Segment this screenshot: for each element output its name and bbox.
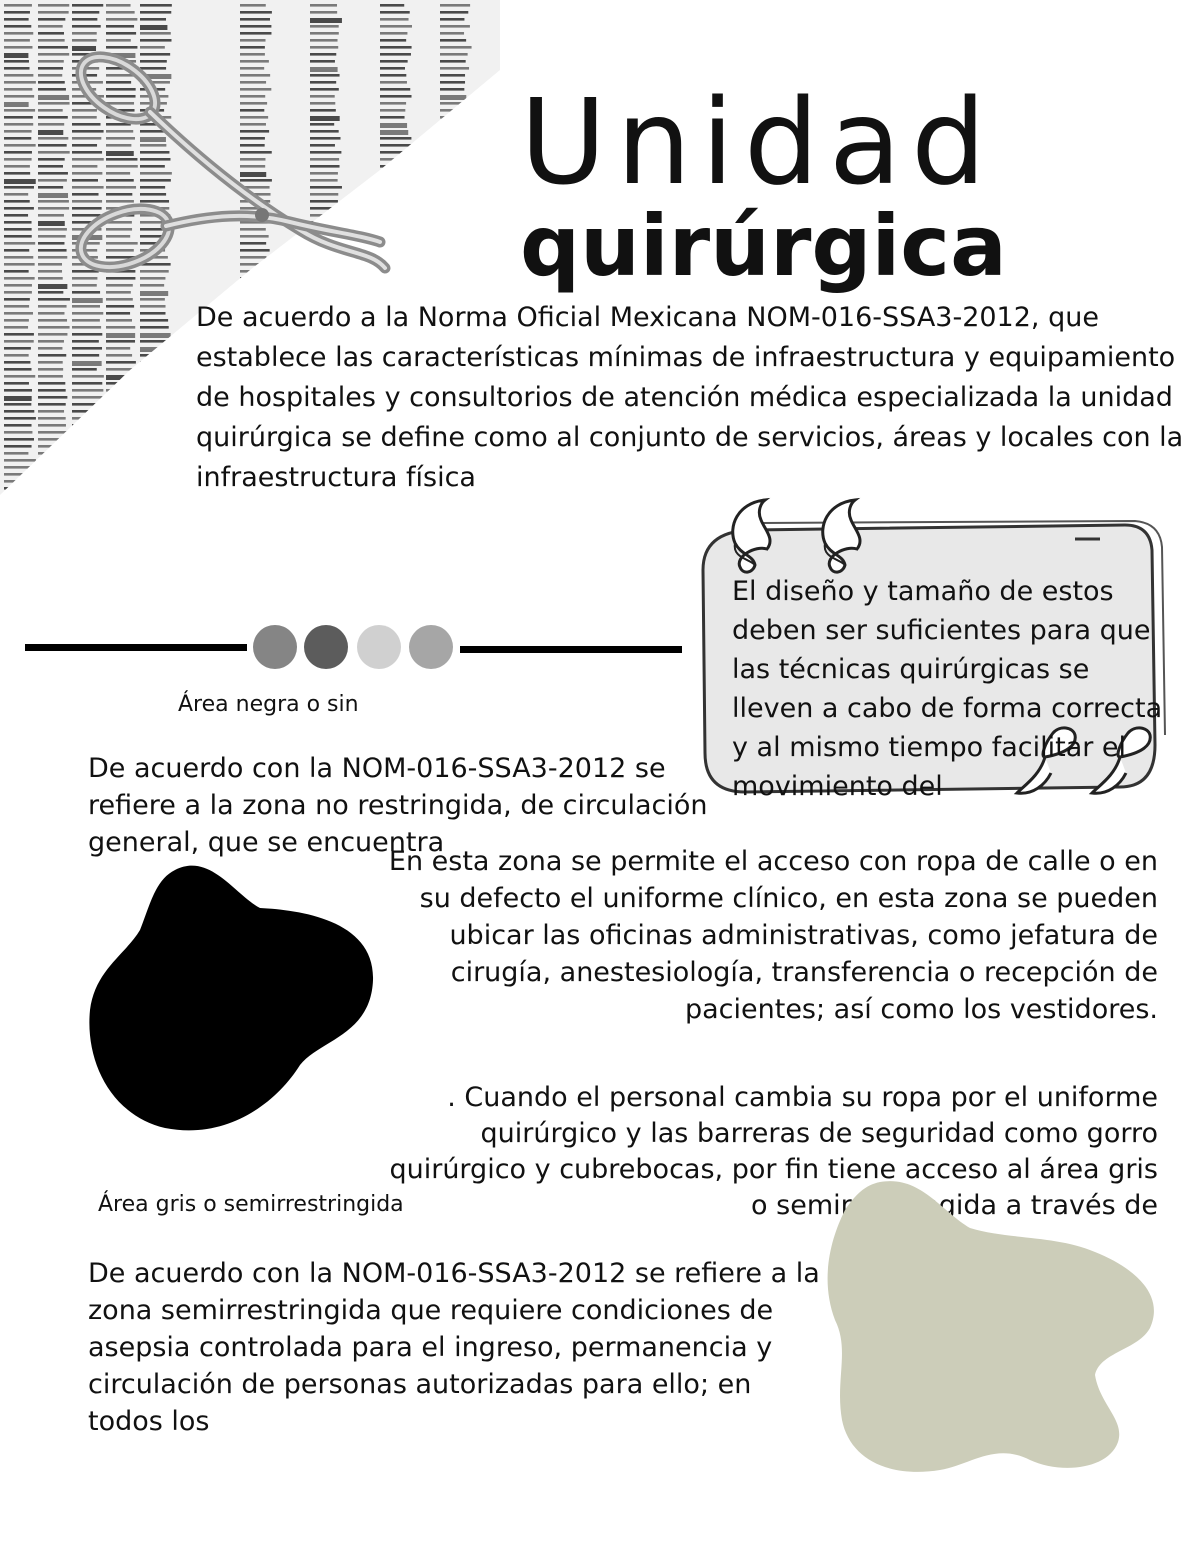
gray-area-definition: De acuerdo con la NOM-016-SSA3-2012 se refiere a la zona semirrestringida que requiere condiciones de asepsia controlada para el ingreso, permanencia y circulación de personas autorizadas para ello; en todos los bbox=[88, 1258, 820, 1437]
black-blob bbox=[85, 860, 380, 1135]
divider-dot bbox=[409, 625, 453, 669]
title-line-2: quirúrgica bbox=[520, 197, 1007, 295]
black-area-transition-text: . Cuando el personal cambia su ropa por el uniforme quirúrgico y las barreras de seguridad como gorro quirúrgico y cubrebocas, por fin tiene acceso al área gris o semirrestringida a través de bbox=[389, 1082, 1158, 1221]
black-area-zone-text: En esta zona se permite el acceso con ropa de calle o en su defecto el uniforme clínico, en esta zona se pueden ubicar las oficinas administrativas, como jefatura de cirugía, anestesiología, transferencia o recepción de pacientes; así como los vestidores. bbox=[388, 846, 1158, 1025]
dot-divider bbox=[25, 622, 685, 672]
black-area-definition: De acuerdo con la NOM-016-SSA3-2012 se refiere a la zona no restringida, de circulación general, que se encuentra bbox=[88, 753, 708, 858]
divider-line-right bbox=[460, 646, 682, 653]
black-area-heading: Área negra o sin bbox=[178, 692, 359, 717]
divider-dot bbox=[357, 625, 401, 669]
divider-line-left bbox=[25, 644, 247, 651]
sage-blob bbox=[820, 1180, 1160, 1480]
title-line-1: Unidad bbox=[520, 73, 997, 211]
divider-dot bbox=[253, 625, 297, 669]
quote-text: El diseño y tamaño de estos deben ser suficientes para que las técnicas quirúrgicas se lleven a cabo de forma correcta y al mismo tiempo facilitar el movimiento del bbox=[732, 576, 1163, 802]
gray-area-heading: Área gris o semirrestringida bbox=[98, 1192, 404, 1217]
intro-paragraph: De acuerdo a la Norma Oficial Mexicana NOM-016-SSA3-2012, que establece las características mínimas de infraestructura y equipamiento de hospitales y consultorios de atención médica especializada la unidad quirúrgica se define como al conjunto de servicios, áreas y locales con la infraestructura física bbox=[196, 302, 1184, 493]
divider-dot bbox=[304, 625, 348, 669]
